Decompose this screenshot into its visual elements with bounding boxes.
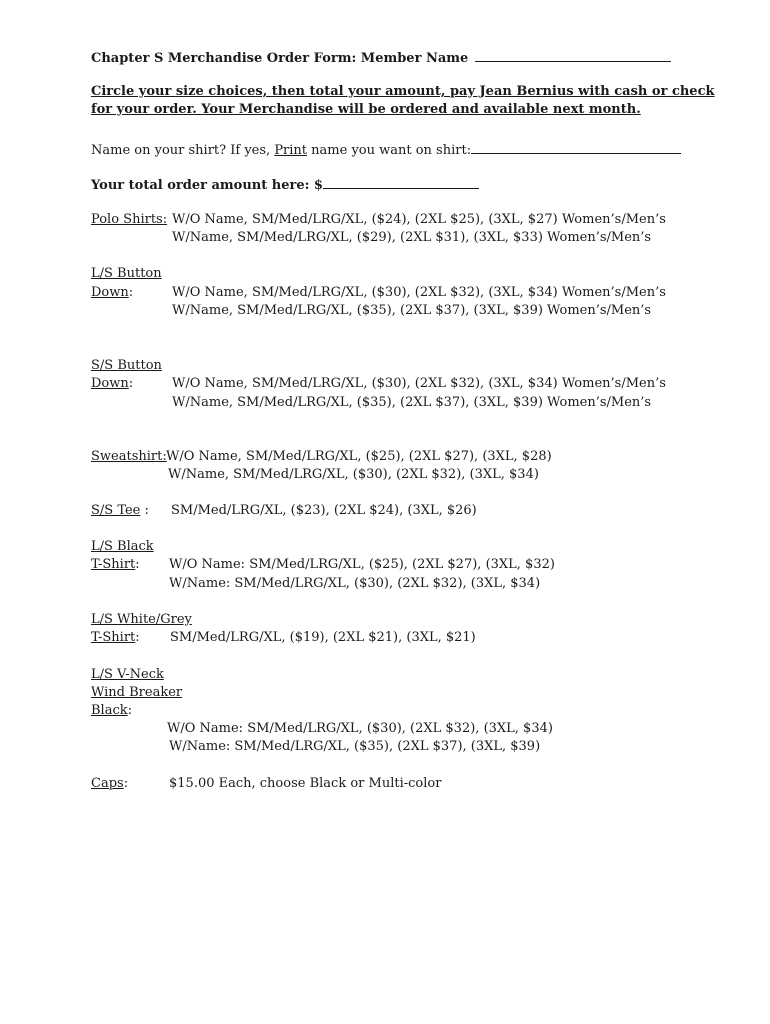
wind-breaker-label-1: L/S V-Neck	[91, 667, 164, 682]
name-on-shirt-row	[91, 139, 681, 160]
ls-white-label-2	[91, 629, 140, 647]
ls-white-option: SM/Med/LRG/XL, ($19), (2XL $21), (3XL, $21)	[170, 630, 476, 645]
name-on-shirt-question: Name on your shirt? If yes,	[91, 143, 271, 158]
wind-breaker-label-3-colon: :	[127, 703, 133, 718]
wind-breaker-label-2: Wind Breaker	[91, 685, 183, 700]
ss-tee-label	[91, 502, 149, 520]
member-name-field[interactable]	[475, 47, 671, 62]
ls-black-label-2-text: T-Shirt	[91, 557, 136, 572]
polo-with-name-option: W/Name, SM/Med/LRG/XL, ($29), (2XL $31), (3XL, $33) Women’s/Men’s	[172, 230, 652, 245]
name-on-shirt-label: name you want on shirt:	[311, 143, 472, 158]
total-row	[91, 174, 479, 195]
ls-button-label-1: L/S Button	[91, 266, 162, 281]
ls-white-label-1: L/S White/Grey	[91, 612, 192, 627]
ls-black-label-2	[91, 556, 140, 574]
ss-tee-label-text: S/S Tee	[91, 503, 141, 518]
ls-button-label-2-colon: :	[128, 285, 134, 300]
form-title-text: Chapter S Merchandise Order Form: Member Name	[91, 51, 469, 66]
form-title	[91, 47, 671, 68]
ls-button-without-name-option: W/O Name, SM/Med/LRG/XL, ($30), (2XL $32), (3XL, $34) Women’s/Men’s	[172, 285, 666, 300]
instructions-line-1: Circle your size choices, then total your amount, pay Jean Bernius with cash or check	[91, 84, 715, 99]
ls-button-with-name-option: W/Name, SM/Med/LRG/XL, ($35), (2XL $37), (3XL, $39) Women’s/Men’s	[172, 303, 652, 318]
ls-white-label-2-colon: :	[135, 630, 140, 645]
caps-option: $15.00 Each, choose Black or Multi-color	[169, 776, 442, 791]
ls-black-label-2-colon: :	[135, 557, 140, 572]
print-word: Print	[274, 143, 308, 158]
instructions-line-2: for your order. Your Merchandise will be ordered and available next month.	[91, 102, 641, 117]
sweatshirt-label: Sweatshirt:	[91, 449, 167, 464]
total-amount-field[interactable]	[323, 174, 479, 189]
ls-button-label-2-text: Down	[91, 285, 129, 300]
polo-label: Polo Shirts:	[91, 212, 168, 227]
ss-button-label-2	[91, 375, 133, 393]
ss-tee-option: SM/Med/LRG/XL, ($23), (2XL $24), (3XL, $26)	[171, 503, 477, 518]
ss-button-with-name-option: W/Name, SM/Med/LRG/XL, ($35), (2XL $37), (3XL, $39) Women’s/Men’s	[172, 395, 652, 410]
polo-without-name-option: W/O Name, SM/Med/LRG/XL, ($24), (2XL $25), (3XL, $27) Women’s/Men’s	[172, 212, 666, 227]
ss-button-without-name-option: W/O Name, SM/Med/LRG/XL, ($30), (2XL $32), (3XL, $34) Women’s/Men’s	[172, 376, 666, 391]
wind-breaker-label-3-text: Black	[91, 703, 128, 718]
sweatshirt-with-name-option: W/Name, SM/Med/LRG/XL, ($30), (2XL $32), (3XL, $34)	[168, 467, 539, 482]
ls-black-label-1: L/S Black	[91, 539, 154, 554]
caps-label-text: Caps	[91, 776, 124, 791]
ss-button-label-1: S/S Button	[91, 358, 162, 373]
caps-label	[91, 775, 128, 793]
caps-label-colon: :	[123, 776, 129, 791]
ls-white-label-2-text: T-Shirt	[91, 630, 136, 645]
ss-tee-label-colon: :	[140, 503, 149, 518]
shirt-name-field[interactable]	[471, 139, 681, 154]
wind-breaker-label-3	[91, 702, 132, 720]
sweatshirt-without-name-option: W/O Name, SM/Med/LRG/XL, ($25), (2XL $27), (3XL, $28)	[166, 449, 552, 464]
ls-button-label-2	[91, 284, 133, 302]
wind-breaker-without-name-option: W/O Name: SM/Med/LRG/XL, ($30), (2XL $32), (3XL, $34)	[167, 721, 553, 736]
ls-black-with-name-option: W/Name: SM/Med/LRG/XL, ($30), (2XL $32), (3XL, $34)	[169, 576, 541, 591]
total-label: Your total order amount here: $	[91, 178, 323, 193]
ss-button-label-2-text: Down	[91, 376, 129, 391]
ls-black-without-name-option: W/O Name: SM/Med/LRG/XL, ($25), (2XL $27), (3XL, $32)	[169, 557, 555, 572]
ss-button-label-2-colon: :	[128, 376, 134, 391]
wind-breaker-with-name-option: W/Name: SM/Med/LRG/XL, ($35), (2XL $37), (3XL, $39)	[169, 739, 541, 754]
